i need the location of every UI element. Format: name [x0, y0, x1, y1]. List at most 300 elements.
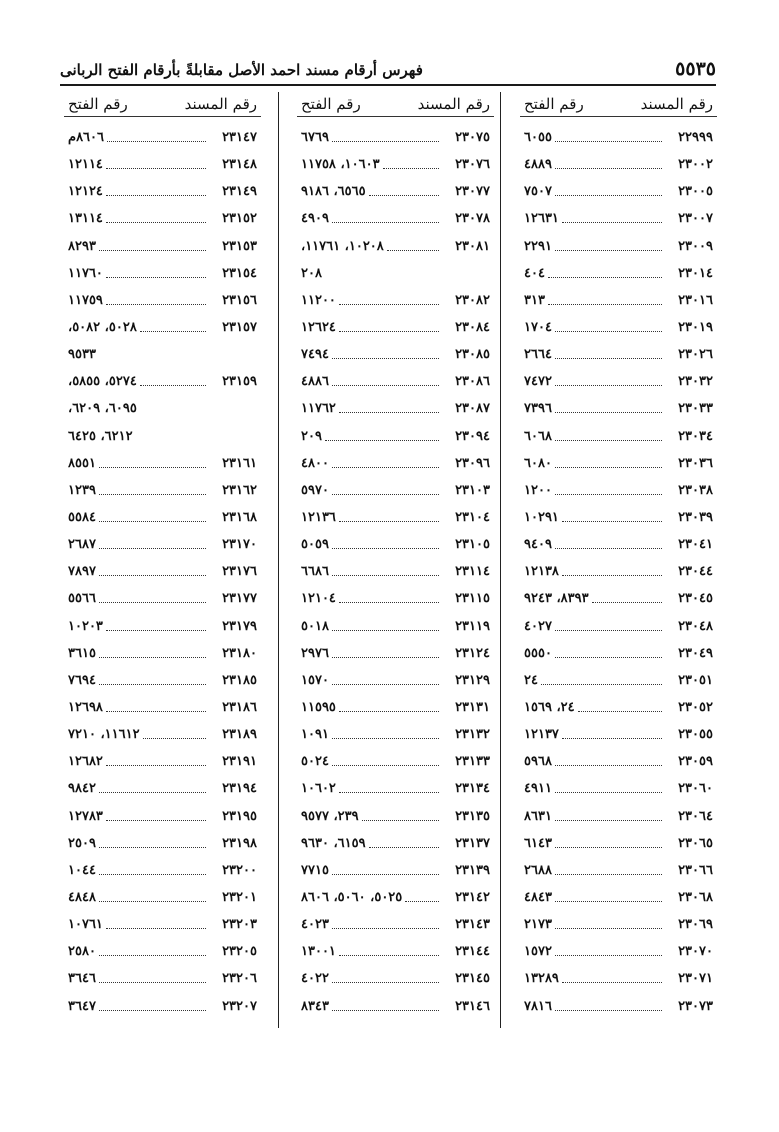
dot-leader	[332, 467, 439, 468]
fath-number: ١٠٧٦١	[68, 917, 103, 933]
index-entry	[64, 911, 261, 938]
fath-number: ٨٥٥١	[68, 455, 96, 471]
dot-leader	[99, 467, 206, 468]
index-entry	[64, 640, 261, 667]
index-entry	[520, 341, 717, 368]
fath-number: ٨٢٩٣	[68, 238, 96, 254]
fath-header: رقم الفتح	[524, 95, 584, 113]
musnad-number: ٢٣١٣١	[455, 700, 490, 716]
index-entry	[520, 287, 717, 314]
musnad-number: ٢٣٠٦٤	[678, 808, 713, 824]
fath-number: ١٠٤٤	[68, 862, 96, 878]
dot-leader	[555, 765, 662, 766]
index-entry	[64, 423, 261, 450]
index-entry	[297, 694, 494, 721]
fath-number: ٤٨٤٨	[68, 890, 96, 905]
index-entry	[297, 721, 494, 748]
musnad-number: ٢٣١٩٤	[222, 781, 257, 797]
musnad-number: ٢٣١٤٩	[222, 184, 257, 200]
index-entry	[520, 368, 717, 395]
musnad-number: ٢٣٠٩٦	[455, 455, 490, 471]
musnad-number: ٢٣٠٤٥	[678, 591, 713, 607]
musnad-number: ٢٣٠١٤	[678, 265, 713, 281]
fath-number: ٢٣٩، ٩٥٧٧	[301, 808, 359, 824]
fath-number: ٧٧١٥	[301, 862, 329, 878]
index-column-1	[520, 92, 717, 1020]
dot-leader	[106, 711, 206, 712]
dot-leader	[332, 982, 439, 983]
musnad-number: ٢٣٠٧٣	[678, 998, 713, 1014]
musnad-number: ٢٣٢٠٦	[222, 971, 257, 987]
musnad-number: ٢٣١٤٦	[455, 998, 490, 1014]
dot-leader	[332, 657, 439, 658]
fath-number: ٧٨٩٧	[68, 564, 96, 580]
musnad-number: ٢٣٠٨١	[455, 238, 490, 254]
fath-number: ٢٥٠٩	[68, 835, 96, 851]
index-entry	[64, 667, 261, 694]
musnad-number: ٢٣٠٤٩	[678, 645, 713, 661]
index-entry	[64, 151, 261, 178]
index-entry	[297, 368, 494, 395]
dot-leader	[325, 440, 439, 441]
dot-leader	[99, 982, 206, 983]
index-entry	[64, 260, 261, 287]
fath-number: ١١٢٠٠	[301, 292, 336, 308]
fath-number: ١٢٦٢٤	[301, 320, 336, 336]
index-entry	[64, 993, 261, 1020]
dot-leader	[339, 792, 439, 793]
fath-number: ٦٠٩٥، ٦٢٠٩،	[68, 401, 137, 417]
dot-leader	[562, 982, 662, 983]
musnad-number: ٢٣٠٣٢	[678, 374, 713, 390]
index-entry	[297, 395, 494, 422]
column-header	[297, 92, 494, 117]
fath-number: ٤٠٢٧	[524, 618, 552, 634]
musnad-number: ٢٣٠٤٤	[678, 564, 713, 580]
fath-number: ١٢٧٨٣	[68, 808, 103, 824]
musnad-number: ٢٢٩٩٩	[678, 130, 713, 146]
dot-leader	[332, 358, 439, 359]
index-entry	[520, 748, 717, 775]
musnad-number: ٢٣١٩٨	[222, 835, 257, 851]
fath-number: ١٠٢٩١	[524, 510, 559, 526]
dot-leader	[99, 955, 206, 956]
index-column-2	[297, 92, 494, 1020]
index-entry	[297, 477, 494, 504]
index-entry	[64, 857, 261, 884]
fath-header: رقم الفتح	[68, 95, 128, 113]
dot-leader	[562, 521, 662, 522]
dot-leader	[99, 548, 206, 549]
musnad-number: ٢٣١٧٦	[222, 564, 257, 580]
fath-number: ٦٠٦٨	[524, 428, 552, 444]
musnad-number: ٢٣١٣٩	[455, 862, 490, 878]
fath-number: ٩٤٠٩	[524, 537, 552, 553]
dot-leader	[339, 412, 439, 413]
dot-leader	[332, 222, 439, 223]
index-entry	[297, 205, 494, 232]
fath-number: ١٢٦٩٨	[68, 700, 103, 716]
fath-number: ٥٠٢٨، ٥٠٨٢،	[68, 320, 137, 336]
dot-leader	[555, 494, 662, 495]
index-entry	[520, 993, 717, 1020]
musnad-header: رقم المسند	[417, 95, 490, 113]
fath-number: ١٠٦٠٣، ١١٧٥٨	[301, 157, 380, 173]
dot-leader	[106, 222, 206, 223]
fath-number: ١٥٧٢	[524, 944, 552, 960]
fath-number: ٣٦١٥	[68, 645, 96, 661]
musnad-number: ٢٣١٩١	[222, 754, 257, 770]
dot-leader	[99, 494, 206, 495]
index-entry	[297, 124, 494, 151]
dot-leader	[332, 141, 439, 142]
index-entry	[297, 178, 494, 205]
fath-number: ٤٠٢٢	[301, 971, 329, 987]
fath-header: رقم الفتح	[301, 95, 361, 113]
column-header	[520, 92, 717, 117]
musnad-number: ٢٣١٤٧	[222, 130, 257, 146]
index-entry	[520, 721, 717, 748]
fath-number: ٤٩٠٩	[301, 211, 329, 227]
musnad-number: ٢٣٠٣٣	[678, 401, 713, 417]
fath-number: ٤٨٤٣	[524, 890, 552, 905]
running-title: فهرس أرقام مسند احمد الأصل مقابلةً بأرقام الفتح الربانى	[60, 61, 423, 79]
dot-leader	[555, 385, 662, 386]
musnad-number: ٢٣١٨٦	[222, 700, 257, 716]
dot-leader	[99, 792, 206, 793]
dot-leader	[578, 711, 662, 712]
musnad-number: ٢٣١١٥	[455, 591, 490, 607]
index-entry	[520, 965, 717, 992]
index-entry	[520, 613, 717, 640]
dot-leader	[99, 684, 206, 685]
dot-leader	[387, 250, 439, 251]
dot-leader	[99, 657, 206, 658]
dot-leader	[106, 765, 206, 766]
musnad-number: ٢٣٠٦٠	[678, 781, 713, 797]
musnad-number: ٢٣٠٣٤	[678, 428, 713, 444]
dot-leader	[548, 277, 662, 278]
fath-number: ٢٦٨٧	[68, 537, 96, 553]
index-entry	[297, 585, 494, 612]
musnad-number: ٢٣٠٨٢	[455, 292, 490, 308]
index-entry	[520, 830, 717, 857]
fath-number: ١٧٠٤	[524, 320, 552, 336]
index-entry	[297, 233, 494, 260]
column-header	[64, 92, 261, 117]
index-entry	[520, 694, 717, 721]
musnad-number: ٢٣١٧٩	[222, 618, 257, 634]
fath-number: ١٢١٣٨	[524, 564, 559, 580]
fath-number: ١١٧٦٢	[301, 401, 336, 417]
index-entry	[64, 938, 261, 965]
fath-number: ١١٥٩٥	[301, 700, 336, 716]
fath-number: ١٢٦٣١	[524, 211, 559, 227]
fath-number: ٨٣٩٣، ٩٢٤٣	[524, 591, 589, 607]
fath-number: ١١٧٥٩	[68, 292, 103, 308]
musnad-number: ٢٣٠١٩	[678, 320, 713, 336]
musnad-number: ٢٣١٤٣	[455, 917, 490, 933]
index-entry	[520, 803, 717, 830]
index-entry	[64, 450, 261, 477]
dot-leader	[332, 385, 439, 386]
musnad-number: ٢٣١٥٢	[222, 211, 257, 227]
musnad-number: ٢٣٠٥٢	[678, 700, 713, 716]
fath-number: ٥٩٧٠	[301, 482, 329, 498]
index-entry	[64, 531, 261, 558]
fath-number: ٨٣٤٣	[301, 998, 329, 1014]
musnad-number: ٢٣١٨٠	[222, 645, 257, 661]
dot-leader	[332, 928, 439, 929]
dot-leader	[555, 928, 662, 929]
musnad-number: ٢٣١٨٩	[222, 727, 257, 743]
index-entry	[64, 830, 261, 857]
dot-leader	[548, 304, 662, 305]
index-entry	[520, 585, 717, 612]
index-entry	[297, 775, 494, 802]
index-entry	[520, 857, 717, 884]
dot-leader	[99, 250, 206, 251]
index-entry	[297, 938, 494, 965]
dot-leader	[332, 765, 439, 766]
fath-number: ١٢٣٩	[68, 482, 96, 498]
fath-number: ٧٣٩٦	[524, 401, 552, 417]
index-entry	[297, 531, 494, 558]
index-entry	[520, 938, 717, 965]
index-entry	[520, 558, 717, 585]
dot-leader	[106, 928, 206, 929]
musnad-number: ٢٣١٣٤	[455, 781, 490, 797]
index-entry	[64, 395, 261, 422]
dot-leader	[555, 168, 662, 169]
dot-leader	[106, 820, 206, 821]
fath-number: ٥٠١٨	[301, 618, 329, 634]
dot-leader	[555, 331, 662, 332]
fath-number: ٥٩٦٨	[524, 754, 552, 770]
fath-number: ٤٨٠٠	[301, 455, 329, 471]
fath-number: ٥٥٥٠	[524, 645, 552, 661]
dot-leader	[555, 412, 662, 413]
index-entry	[64, 233, 261, 260]
index-entry	[520, 233, 717, 260]
index-entry	[520, 395, 717, 422]
fath-number: ٢٠٨	[301, 265, 322, 281]
dot-leader	[339, 304, 439, 305]
fath-number: ٤٠٤	[524, 265, 545, 281]
musnad-number: ٢٣٠٠٢	[678, 157, 713, 173]
fath-number: ٧٤٩٤	[301, 347, 329, 363]
index-entry	[64, 775, 261, 802]
musnad-number: ٢٣٠٧٥	[455, 130, 490, 146]
musnad-number: ٢٣٠٥١	[678, 672, 713, 688]
fath-number: ٢٠٩	[301, 428, 322, 444]
dot-leader	[332, 548, 439, 549]
dot-leader	[555, 657, 662, 658]
dot-leader	[339, 521, 439, 522]
dot-leader	[332, 1010, 439, 1011]
index-entry	[64, 884, 261, 911]
dot-leader	[562, 575, 662, 576]
fath-number: ٤٩١١	[524, 781, 552, 797]
musnad-number: ٢٣٠٣٨	[678, 482, 713, 498]
musnad-number: ٢٣٠٥٥	[678, 727, 713, 743]
fath-number: ٢٤	[524, 672, 538, 688]
fath-number: ٥٥٦٦	[68, 591, 96, 607]
fath-number: ٢٥٨٠	[68, 944, 96, 960]
dot-leader	[99, 901, 206, 902]
musnad-number: ٢٣٠٧٠	[678, 944, 713, 960]
musnad-number: ٢٣٠٦٥	[678, 835, 713, 851]
fath-number: ٧٤٧٢	[524, 374, 552, 390]
index-entry	[297, 341, 494, 368]
index-entry	[64, 287, 261, 314]
index-entry	[520, 531, 717, 558]
dot-leader	[555, 440, 662, 441]
musnad-number: ٢٣٠٤٨	[678, 618, 713, 634]
musnad-number: ٢٣٠٦٨	[678, 890, 713, 905]
index-entry	[520, 260, 717, 287]
fath-number: ١٥٧٠	[301, 672, 329, 688]
musnad-number: ٢٣١٧٧	[222, 591, 257, 607]
index-entry	[64, 613, 261, 640]
fath-number: ١١٦١٢، ٧٢١٠	[68, 727, 140, 743]
fath-number: ١٠٢٠٣	[68, 618, 103, 634]
dot-leader	[555, 141, 662, 142]
fath-number: ٣٦٤٧	[68, 998, 96, 1014]
musnad-header: رقم المسند	[184, 95, 257, 113]
index-entry	[520, 775, 717, 802]
dot-leader	[106, 304, 206, 305]
fath-number: ١٢١٠٤	[301, 591, 336, 607]
dot-leader	[555, 467, 662, 468]
dot-leader	[592, 602, 662, 603]
index-entry	[297, 314, 494, 341]
index-entry	[520, 504, 717, 531]
musnad-number: ٢٣٢٠٧	[222, 998, 257, 1014]
index-entry	[520, 477, 717, 504]
index-entry	[520, 640, 717, 667]
musnad-number: ٢٣٠٧٧	[455, 184, 490, 200]
index-entry	[64, 504, 261, 531]
index-entry	[297, 287, 494, 314]
dot-leader	[555, 358, 662, 359]
fath-number: ٩٨٤٢	[68, 781, 96, 797]
fath-number: ١٢١٣٧	[524, 727, 559, 743]
dot-leader	[555, 901, 662, 902]
fath-number: ٩٥٣٣	[68, 347, 96, 363]
dot-leader	[562, 738, 662, 739]
fath-number: ١٢١١٤	[68, 157, 103, 173]
musnad-number: ٢٣٠٣٩	[678, 510, 713, 526]
dot-leader	[106, 168, 206, 169]
dot-leader	[143, 738, 206, 739]
dot-leader	[339, 602, 439, 603]
index-entry	[297, 803, 494, 830]
dot-leader	[99, 847, 206, 848]
dot-leader	[383, 168, 439, 169]
musnad-number: ٢٣٠٠٧	[678, 211, 713, 227]
dot-leader	[362, 820, 439, 821]
musnad-number: ٢٣٠٨٤	[455, 320, 490, 336]
fath-number: ١٠٩١	[301, 727, 329, 743]
musnad-number: ٢٣٠٧٦	[455, 157, 490, 173]
index-entry	[297, 965, 494, 992]
fath-number: ٨٦٣١	[524, 808, 552, 824]
fath-number: ١٢٦٨٢	[68, 754, 103, 770]
musnad-number: ٢٣٠٥٩	[678, 754, 713, 770]
dot-leader	[107, 141, 206, 142]
dot-leader	[106, 277, 206, 278]
dot-leader	[99, 1010, 206, 1011]
musnad-number: ٢٣٠٨٦	[455, 374, 490, 390]
fath-number: ٦٠٥٥	[524, 130, 552, 146]
index-column-3	[64, 92, 261, 1020]
fath-number: ٥٠٥٩	[301, 537, 329, 553]
fath-number: ٦٠٨٠	[524, 455, 552, 471]
musnad-number: ٢٣١٦٨	[222, 510, 257, 526]
musnad-number: ٢٣١٥٧	[222, 320, 257, 336]
fath-number: ٥٠٢٤	[301, 754, 329, 770]
index-entry	[64, 585, 261, 612]
musnad-number: ٢٣١٢٤	[455, 645, 490, 661]
musnad-number: ٢٣٢٠٠	[222, 862, 257, 878]
fath-number: ٤٨٨٩	[524, 157, 552, 173]
musnad-number: ٢٣١٥٩	[222, 374, 257, 390]
musnad-number: ٢٣١٩٥	[222, 808, 257, 824]
index-entry	[297, 151, 494, 178]
index-entry	[297, 558, 494, 585]
musnad-number: ٢٣١٥٤	[222, 265, 257, 281]
musnad-number: ٢٣٠٩٤	[455, 428, 490, 444]
musnad-number: ٢٣١٤٤	[455, 944, 490, 960]
dot-leader	[332, 874, 439, 875]
index-entry	[297, 993, 494, 1020]
index-entry	[297, 857, 494, 884]
index-entry	[64, 314, 261, 341]
dot-leader	[555, 955, 662, 956]
dot-leader	[99, 575, 206, 576]
dot-leader	[555, 630, 662, 631]
fath-number: ٣١٣	[524, 292, 545, 308]
index-entry	[520, 124, 717, 151]
fath-number: ١٠٦٠٢	[301, 781, 336, 797]
musnad-number: ٢٣١٠٥	[455, 537, 490, 553]
column-divider-right	[500, 92, 501, 1028]
dot-leader	[339, 331, 439, 332]
musnad-number: ٢٣٠٨٥	[455, 347, 490, 363]
index-entry	[64, 721, 261, 748]
dot-leader	[99, 521, 206, 522]
fath-number: ٢٤، ١٥٦٩	[524, 700, 575, 716]
fath-number: ١١٧٦٠	[68, 265, 103, 281]
dot-leader	[332, 494, 439, 495]
fath-number: ٥٠٢٥، ٥٠٦٠، ٨٦٠٦	[301, 890, 403, 905]
index-entry	[520, 884, 717, 911]
index-entry	[520, 178, 717, 205]
dot-leader	[140, 331, 206, 332]
index-entry	[64, 368, 261, 395]
index-entry	[520, 423, 717, 450]
fath-number: ٢١٧٣	[524, 917, 552, 933]
dot-leader	[369, 847, 439, 848]
index-entry	[520, 151, 717, 178]
musnad-number: ٢٣٠١٦	[678, 292, 713, 308]
dot-leader	[369, 195, 439, 196]
index-entry	[520, 205, 717, 232]
dot-leader	[99, 602, 206, 603]
index-entry	[297, 613, 494, 640]
fath-number: ١٣٠٠١	[301, 944, 336, 960]
